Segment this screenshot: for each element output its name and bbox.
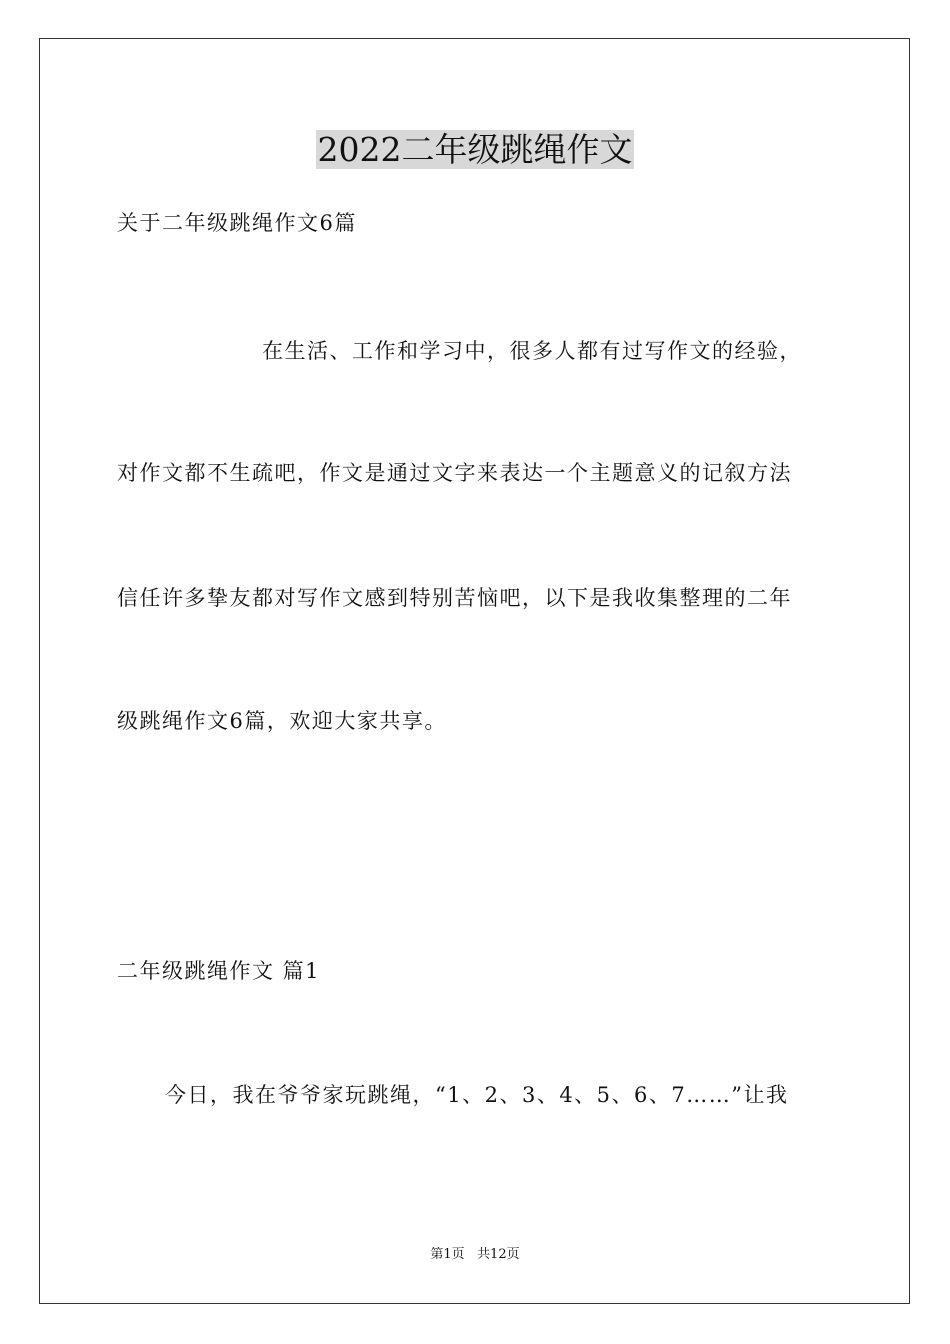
intro-line-3: 信任许多挚友都对写作文感到特别苦恼吧，以下是我收集整理的二年 <box>117 586 792 610</box>
document-title <box>0 128 950 172</box>
intro-line-2: 对作文都不生疏吧，作文是通过文字来表达一个主题意义的记叙方法 <box>117 461 792 485</box>
document-subtitle: 关于二年级跳绳作文6篇 <box>117 211 357 235</box>
intro-line-4: 级跳绳作文6篇，欢迎大家共享。 <box>117 709 447 733</box>
document-title-text: 2022二年级跳绳作文 <box>317 130 633 169</box>
section-line-1: 今日，我在爷爷家玩跳绳，“1、2、3、4、5、6、7……”让我 <box>165 1083 789 1107</box>
section-heading: 二年级跳绳作文 篇1 <box>117 959 321 983</box>
intro-line-1: 在生活、工作和学习中，很多人都有过写作文的经验， <box>262 339 802 363</box>
page-footer: 第1页 共12页 <box>430 1247 520 1262</box>
